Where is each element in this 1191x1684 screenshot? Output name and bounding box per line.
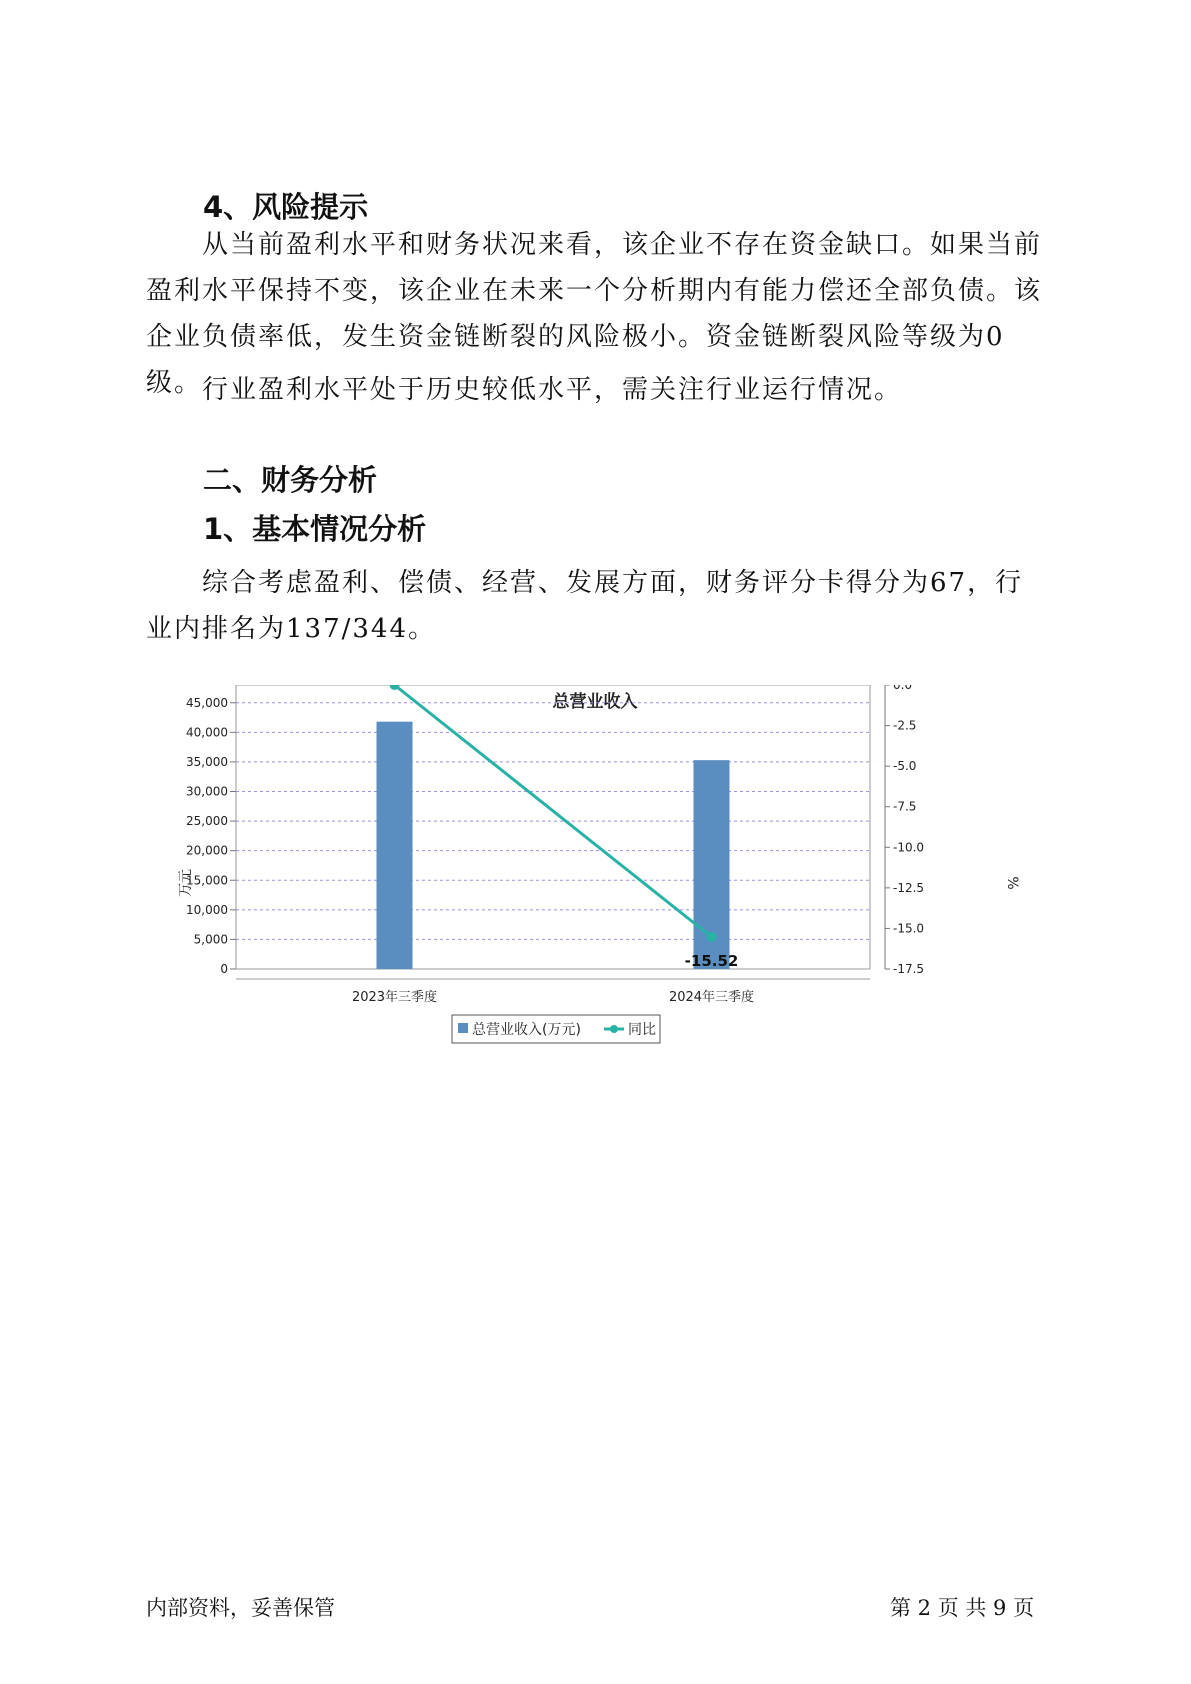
footer-page-number: 第 2 页 共 9 页 [890, 1596, 1035, 1620]
chart-legend [452, 1015, 660, 1043]
chart-y-tick-label: 15,000 [186, 873, 228, 888]
chart-y-right-tick-label: -2.5 [893, 718, 917, 733]
chart-y-right-tick-label: -17.5 [893, 962, 925, 976]
legend-line-label: 同比 [628, 1022, 656, 1038]
chart-y-tick-label: 5,000 [193, 932, 228, 947]
chart-y-tick-label: 20,000 [186, 843, 228, 858]
legend-bar-swatch [458, 1023, 468, 1033]
risk-paragraph-1: 从当前盈利水平和财务状况来看，该企业不存在资金缺口。如果当前盈利水平保持不变，该企业在未来一个分析期内有能力偿还全部负债。该企业负债率低，发生资金链断裂的风险极小。资金链断裂风险等级为0级。 [146, 230, 1043, 398]
chart-y-right-tick-label: 0.0 [893, 685, 913, 692]
chart-y-right-tick-label: -7.5 [893, 799, 917, 814]
basic-analysis-paragraph: 综合考虑盈利、偿债、经营、发展方面，财务评分卡得分为67，行业内排名为137/344。 [146, 568, 1024, 644]
chart-y-tick-label: 35,000 [186, 754, 228, 769]
chart-y-tick-label: 40,000 [186, 725, 228, 740]
legend-line-marker [610, 1025, 618, 1033]
chart-plot-area [236, 685, 870, 969]
chart-x-tick-label: 2024年三季度 [668, 990, 755, 1005]
chart-y-right-tick-label: -10.0 [893, 840, 925, 855]
section-heading-risk: 4、风险提示 [203, 190, 369, 224]
chart-y-tick-label: 30,000 [186, 784, 228, 799]
revenue-chart-svg [170, 685, 1020, 1125]
risk-paragraph-2: 行业盈利水平处于历史较低水平，需关注行业运行情况。 [202, 375, 903, 405]
chart-bar [377, 722, 413, 969]
chart-y-axis-label: 万元 [178, 869, 194, 897]
legend-bar-label: 总营业收入(万元) [472, 1022, 581, 1038]
revenue-chart [170, 685, 1020, 1125]
sub-heading-basic: 1、基本情况分析 [203, 512, 427, 546]
chart-data-label: -15.52 [684, 951, 739, 970]
chart-y-right-tick-label: -12.5 [893, 880, 925, 895]
chart-x-tick-label: 2023年三季度 [351, 990, 438, 1005]
section-heading-financial: 二、财务分析 [203, 463, 378, 497]
footer-confidential: 内部资料，妥善保管 [146, 1596, 335, 1620]
chart-y-right-tick-label: -15.0 [893, 921, 925, 936]
chart-y-tick-label: 25,000 [186, 814, 228, 829]
chart-title: 总营业收入 [552, 692, 638, 712]
chart-y-axis-right-label: % [1004, 876, 1020, 890]
chart-y-right-tick-label: -5.0 [893, 759, 917, 774]
chart-y-tick-label: 10,000 [186, 902, 228, 917]
chart-y-tick-label: 0 [220, 962, 228, 976]
chart-line-series [395, 685, 712, 937]
chart-line-point [707, 932, 717, 942]
chart-y-tick-label: 45,000 [186, 695, 228, 710]
